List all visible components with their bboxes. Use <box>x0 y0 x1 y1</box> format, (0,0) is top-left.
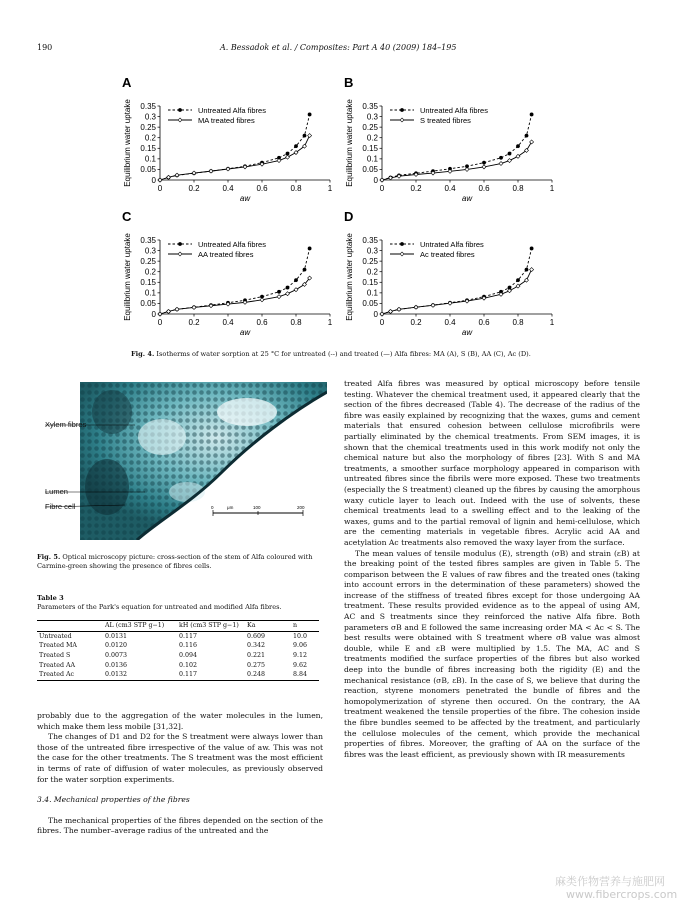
scale-tick-0: 0 <box>211 505 214 510</box>
data-point-untreated <box>525 268 529 272</box>
y-tick-label: 0.3 <box>144 246 156 256</box>
x-tick-label: 1 <box>327 318 333 327</box>
data-point-treated <box>530 268 534 272</box>
table-cell: 0.117 <box>179 632 198 640</box>
figure-4-caption-text: Isotherms of water sorption at 25 °C for untreated (--) and treated (—) Alfa fibres: MA (A), S (B), AA (C), Ac (D). <box>156 350 531 358</box>
legend-marker <box>178 118 182 122</box>
table-header-cell: Ka <box>247 622 256 630</box>
data-point-untreated <box>294 144 298 148</box>
y-tick-label: 0.35 <box>362 235 378 245</box>
table-cell: Untreated <box>39 632 72 640</box>
legend-label: S treated fibres <box>420 115 471 125</box>
table-cell: 0.116 <box>179 642 198 650</box>
left-column-text <box>37 711 323 837</box>
table-row <box>37 641 319 651</box>
y-tick-label: 0.15 <box>140 278 156 288</box>
data-point-treated <box>499 162 503 166</box>
y-tick-label: 0.3 <box>366 112 378 122</box>
watermark-line-1: 麻类作物营养与施肥网 <box>555 875 665 888</box>
running-title: A. Bessadok et al. / Composites: Part A 40 (2009) 184–195 <box>220 43 457 52</box>
table-cell: Treated S <box>39 652 71 660</box>
chart-panel-c <box>122 209 333 337</box>
y-tick-label: 0.25 <box>140 122 156 132</box>
x-tick-label: 0.4 <box>444 318 456 327</box>
table-cell: 0.094 <box>179 652 198 660</box>
legend-marker <box>178 242 182 246</box>
label-fibre-cell: Fibre cell <box>45 502 76 511</box>
y-axis-label: Equilibrium water uptake <box>123 99 132 187</box>
label-lumen: Lumen <box>45 487 68 496</box>
table-3-label: Table 3 <box>37 594 64 602</box>
scale-tick-200: 200 <box>297 505 305 510</box>
x-axis-label: aw <box>461 194 473 203</box>
x-tick-label: 0.8 <box>290 318 302 327</box>
right-column-text <box>344 379 640 760</box>
page-number: 190 <box>37 43 53 52</box>
y-tick-label: 0.2 <box>366 133 378 143</box>
table-cell: 0.0131 <box>105 632 128 640</box>
y-tick-label: 0.05 <box>140 165 156 175</box>
data-point-treated <box>277 295 281 299</box>
table-cell: 0.0073 <box>105 652 128 660</box>
y-tick-label: 0.15 <box>362 278 378 288</box>
figure-5-caption <box>37 553 322 571</box>
x-tick-label: 0.6 <box>256 318 268 327</box>
x-tick-label: 0.2 <box>188 318 200 327</box>
table-cell: Treated Ac <box>39 671 75 679</box>
y-tick-label: 0.15 <box>140 144 156 154</box>
table-cell: Treated MA <box>39 642 77 650</box>
y-tick-label: 0.25 <box>362 256 378 266</box>
y-tick-label: 0.25 <box>362 122 378 132</box>
data-point-treated <box>380 312 384 316</box>
data-point-treated <box>167 309 171 313</box>
data-point-treated <box>260 298 264 302</box>
series-line-treated <box>160 278 310 314</box>
table-row <box>37 651 319 661</box>
table-cell: 0.248 <box>247 671 266 679</box>
figure-4-chart-grid <box>0 0 678 350</box>
x-tick-label: 0.6 <box>478 318 490 327</box>
data-point-treated <box>397 307 401 311</box>
x-tick-label: 0 <box>157 318 163 327</box>
table-cell: 0.102 <box>179 661 198 669</box>
data-point-untreated <box>294 278 298 282</box>
table-cell: 0.342 <box>247 642 266 650</box>
data-point-untreated <box>516 144 520 148</box>
y-axis-label: Equilibrium water uptake <box>345 99 354 187</box>
table-3 <box>37 620 319 681</box>
data-point-treated <box>286 292 290 296</box>
legend-marker <box>178 252 182 256</box>
scale-tick-100: 100 <box>253 505 261 510</box>
table-cell: 0.0120 <box>105 642 128 650</box>
x-tick-label: 0.4 <box>222 318 234 327</box>
paragraph: The changes of D1 and D2 for the S treatment were always lower than those of the untreated fibre irrespective of the value of aw. This was not the case for the other treatments. The S treatment was the most efficient in terms of rate of diffusion of water molecules, as previously observed for the water sorption experiments. <box>37 732 323 784</box>
data-point-treated <box>530 140 534 144</box>
x-tick-label: 0.6 <box>256 184 268 193</box>
data-point-treated <box>277 159 281 163</box>
table-cell: 0.609 <box>247 632 266 640</box>
table-cell: 9.12 <box>293 652 308 660</box>
data-point-untreated <box>508 152 512 156</box>
y-tick-label: 0.3 <box>366 246 378 256</box>
y-tick-label: 0.2 <box>366 267 378 277</box>
data-point-treated <box>175 307 179 311</box>
section-heading: 3.4. Mechanical properties of the fibres <box>37 795 190 805</box>
table-cell: 0.117 <box>179 671 198 679</box>
y-tick-label: 0.35 <box>140 101 156 111</box>
panel-letter: A <box>122 75 132 90</box>
x-tick-label: 0 <box>157 184 163 193</box>
paragraph: The mean values of tensile modulus (E), strength (σB) and strain (εB) at the breaking point of the tested fibres samples are given in Table 5. The comparison between the E values of raw fibres and the treated ones (taking into account errors in the determination of these parameters) showed the increase of the stiffness of treated fibres except for those undergoing AA treatment. These results provided evidence as to the appeal of using AM, AC and S treatments since they reinforced the native Alfa fibre. Both parameters σB and E followed the same increasing order MA < Ac < S. The best results were obtained with S treatment where σB value was almost double, while E and εB were multiplied by 1.5. The MA, AC and S treatments modified the surface properties of the fibres but also worked deep into the bundle of fibres increasing both the rigidity (E) and the mechanical resistance (σB, εB). In the case of S, we believe that during the reaction, styrene monomers penetrated the bundle of fibres and the homopolymerization of styrene then occured. On the contrary, the AA treatment weakened the tensile properties of the fibre. The cohesion inside the fibre bundles seemed to be affected by the treatment, and particularly the cellulose molecules of the cement, which provide the mechanical properties of fibres. Moreover, the grafting of AA on the surface of the fibres was the least efficient, as previously shown with IR measurements <box>344 548 640 759</box>
data-point-untreated <box>286 286 290 290</box>
legend-label: Untrated Alfa fibres <box>420 239 484 249</box>
y-tick-label: 0 <box>151 309 156 319</box>
table-cell: Treated AA <box>39 661 76 669</box>
y-tick-label: 0 <box>373 309 378 319</box>
watermark-line-2: www.fibercrops.com <box>566 888 678 901</box>
data-point-untreated <box>530 113 534 117</box>
y-tick-label: 0.1 <box>366 154 378 164</box>
data-point-treated <box>389 309 393 313</box>
table-header-cell: AL (cm3 STP g−1) <box>105 622 165 630</box>
data-point-treated <box>508 159 512 163</box>
x-tick-label: 0.4 <box>444 184 456 193</box>
data-point-treated <box>508 289 512 293</box>
data-point-treated <box>482 165 486 169</box>
chart-panel-d <box>344 209 555 337</box>
paragraph: probably due to the aggregation of the water molecules in the lumen, which make them less mobile [31,32]. <box>37 711 323 731</box>
data-point-untreated <box>530 247 534 251</box>
x-axis-label: aw <box>239 328 251 337</box>
paragraph: treated Alfa fibres was measured by optical microscopy before tensile testing. Whatever the chemical treatment used, it appeared clearly that the section of the fibres decreased (Table 4). The decrease of the radius of the fibre was easily explained by recognizing that the waxes, gums and cement materials that ensured cohesion between cellulose microfibrils were partially eliminated by the chemical treatments. From SEM images, it is shown that the chemical treatments used in this work modify not only the chemical nature but also the morphology of fibres [23]. With S and MA treatments, a smoother surface morphology appeared in comparison with untreated fibres since the fibrils were more exposed. These two treatments (especially the S treatment) cleaned up the fibres by causing the amorphous waxy cuticle layer to leach out. Indeed with the use of solvents, these chemical treatments lead to a swelling effect and to the leaking of the waxes, gums and to the partial removal of lignin and hemi-cellulose, which are the cementing materials in vegetable fibres. Acrylic acid AA and acetylation Ac treatments also removed the waxy layer from the surface. <box>344 379 640 547</box>
panel-letter: C <box>122 209 132 224</box>
y-tick-label: 0 <box>373 175 378 185</box>
x-tick-label: 0 <box>379 184 385 193</box>
x-tick-label: 0 <box>379 318 385 327</box>
figure-5 <box>37 382 327 540</box>
table-header-row <box>37 621 319 632</box>
x-tick-label: 0.8 <box>512 184 524 193</box>
data-point-untreated <box>525 134 529 138</box>
legend-marker <box>178 108 182 112</box>
table-row <box>37 660 319 670</box>
panel-letter: B <box>344 75 354 90</box>
table-cell: 9.06 <box>293 642 308 650</box>
legend-marker <box>400 242 404 246</box>
legend-label: Untreated Alfa fibres <box>420 105 488 115</box>
table-3-heading <box>37 594 322 612</box>
table-cell: 0.221 <box>247 652 266 660</box>
table-header-cell <box>37 621 103 632</box>
y-tick-label: 0.2 <box>144 133 156 143</box>
table-cell: 8.84 <box>293 671 308 679</box>
data-point-treated <box>308 134 312 138</box>
panel-letter: D <box>344 209 354 224</box>
data-point-treated <box>286 155 290 159</box>
scale-unit: μm <box>227 505 234 510</box>
y-tick-label: 0.05 <box>140 299 156 309</box>
legend-marker <box>400 118 404 122</box>
x-tick-label: 1 <box>327 184 333 193</box>
x-axis-label: aw <box>239 194 251 203</box>
y-tick-label: 0.35 <box>140 235 156 245</box>
table-cell: 0.0132 <box>105 671 128 679</box>
data-point-treated <box>380 178 384 182</box>
data-point-treated <box>414 305 418 309</box>
x-tick-label: 0.4 <box>222 184 234 193</box>
chart-panel-b <box>344 75 555 203</box>
x-tick-label: 0.8 <box>512 318 524 327</box>
y-tick-label: 0.15 <box>362 144 378 154</box>
table-row <box>37 631 319 641</box>
table-cell: 0.0136 <box>105 661 128 669</box>
y-axis-label: Equilibrium water uptake <box>123 233 132 321</box>
x-axis-label: aw <box>461 328 473 337</box>
table-cell: 9.62 <box>293 661 308 669</box>
data-point-untreated <box>303 268 307 272</box>
x-tick-label: 0.8 <box>290 184 302 193</box>
x-tick-label: 0.2 <box>188 184 200 193</box>
table-3-title: Parameters of the Park's equation for untreated and modified Alfa fibres. <box>37 603 282 611</box>
table-row <box>37 670 319 680</box>
x-tick-label: 0.2 <box>410 318 422 327</box>
x-tick-label: 0.2 <box>410 184 422 193</box>
legend-label: MA treated fibres <box>198 115 255 125</box>
table-header-cell: n <box>293 622 298 630</box>
data-point-treated <box>209 169 213 173</box>
data-point-untreated <box>308 247 312 251</box>
chart-panel-a <box>122 75 333 203</box>
y-tick-label: 0.05 <box>362 299 378 309</box>
data-point-untreated <box>499 156 503 160</box>
y-tick-label: 0.35 <box>362 101 378 111</box>
legend-label: Untreated Alfa fibres <box>198 105 266 115</box>
legend-label: Ac treated fibres <box>420 249 475 259</box>
paragraph: The mechanical properties of the fibres depended on the section of the fibres. The number–average radius of the untreated and the <box>37 815 323 836</box>
data-point-treated <box>158 312 162 316</box>
y-tick-label: 0.05 <box>362 165 378 175</box>
figure-4-caption <box>131 350 581 359</box>
y-axis-label: Equilibrium water uptake <box>345 233 354 321</box>
y-tick-label: 0.25 <box>140 256 156 266</box>
figure-5-caption-label: Fig. 5. <box>37 553 61 561</box>
data-point-untreated <box>303 134 307 138</box>
legend-marker <box>400 108 404 112</box>
table-cell: 10.0 <box>293 632 308 640</box>
y-tick-label: 0.1 <box>144 288 156 298</box>
data-point-untreated <box>308 113 312 117</box>
y-tick-label: 0 <box>151 175 156 185</box>
label-xylem-fibres: Xylem fibres <box>45 420 87 429</box>
legend-label: Untreated Alfa fibres <box>198 239 266 249</box>
figure-5-caption-text: Optical microscopy picture: cross-section of the stem of Alfa coloured with Carmine-green showing the presence of fibres cells. <box>37 553 313 570</box>
data-point-treated <box>465 167 469 171</box>
data-point-untreated <box>277 290 281 294</box>
y-tick-label: 0.1 <box>144 154 156 164</box>
legend-marker <box>400 252 404 256</box>
y-tick-label: 0.2 <box>144 267 156 277</box>
data-point-untreated <box>516 278 520 282</box>
data-point-treated <box>158 178 162 182</box>
x-tick-label: 1 <box>549 184 555 193</box>
table-header-cell: kH (cm3 STP g−1) <box>179 622 239 630</box>
data-point-untreated <box>482 161 486 165</box>
y-tick-label: 0.3 <box>144 112 156 122</box>
micrograph-image <box>37 382 327 540</box>
legend-label: AA treated fibres <box>198 249 254 259</box>
x-tick-label: 0.6 <box>478 184 490 193</box>
table-cell: 0.275 <box>247 661 266 669</box>
x-tick-label: 1 <box>549 318 555 327</box>
figure-4-caption-label: Fig. 4. <box>131 350 155 358</box>
y-tick-label: 0.1 <box>366 288 378 298</box>
